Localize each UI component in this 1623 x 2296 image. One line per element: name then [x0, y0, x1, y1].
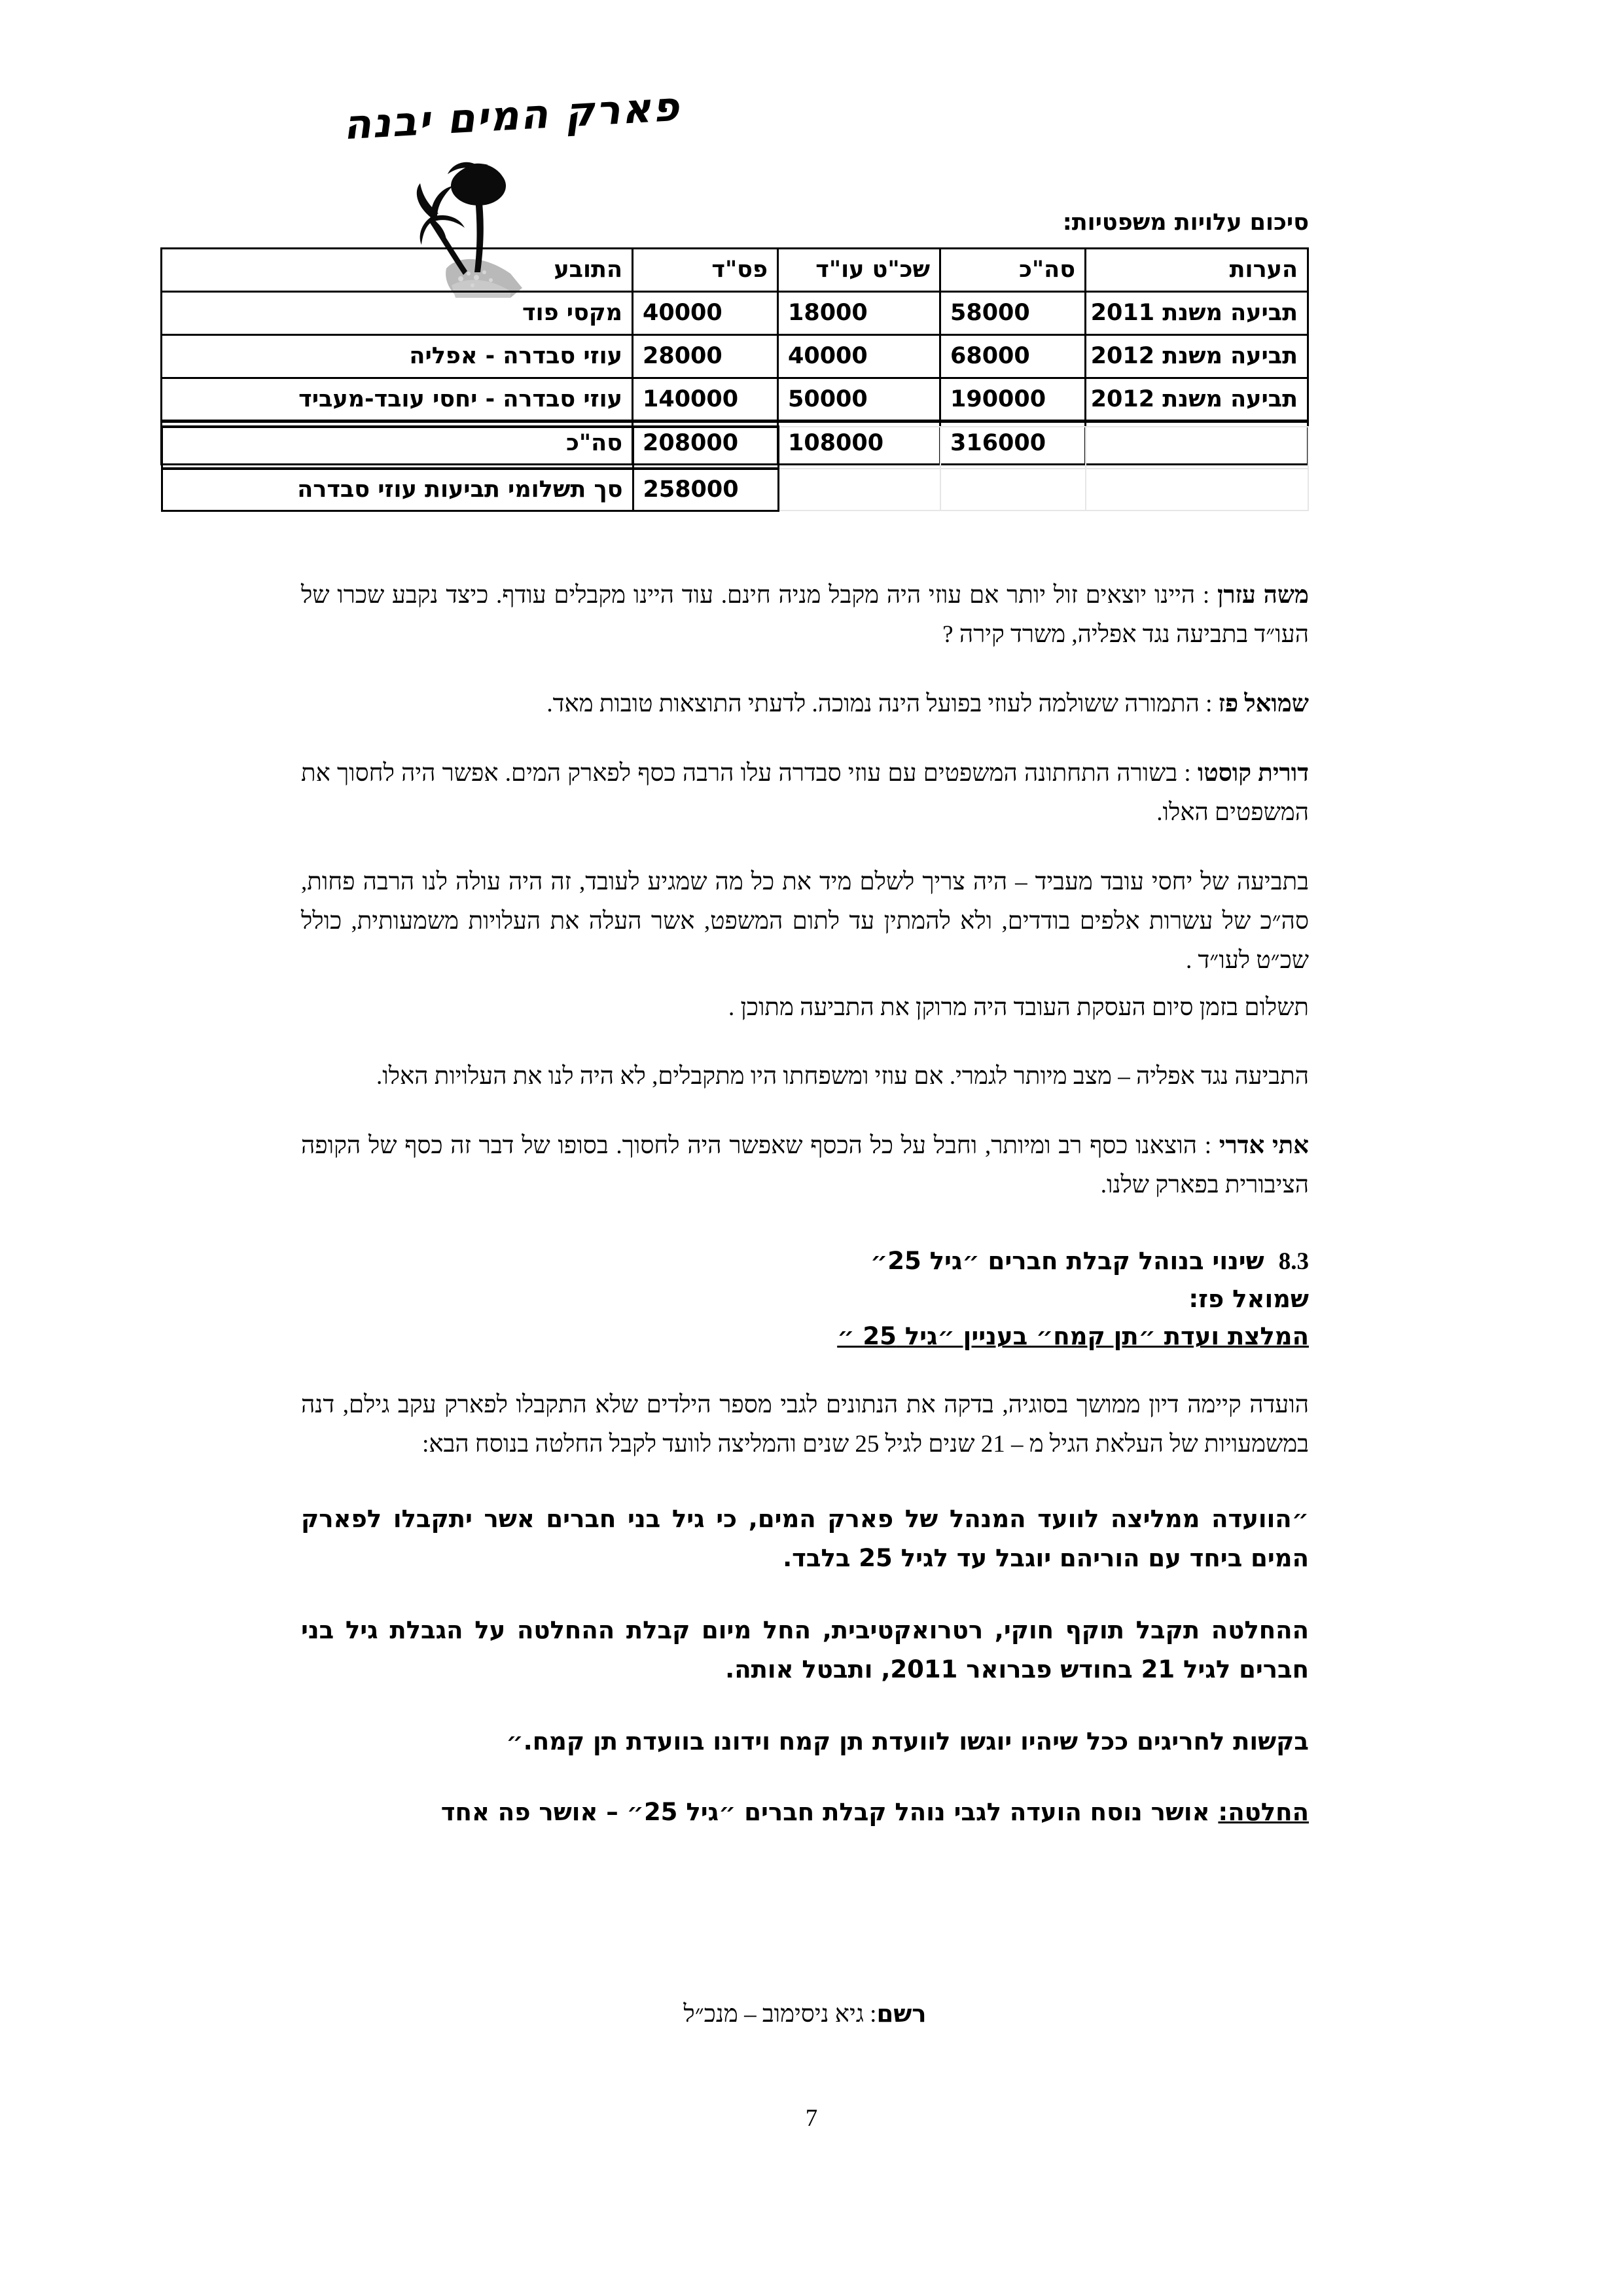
spacer-cell — [633, 427, 778, 469]
decision-text: אושר נוסח הועדה לגבי נוהל קבלת חברים ״גיל 25״ – אושר פה אחד — [440, 1797, 1219, 1826]
section-intro-paragraph: הועדה קיימה דיון ממושך בסוגיה, בדקה את הנתונים לגבי מספר הילדים שלא התקבלו לפארק עקב גילם, דנה במשמעויות של העלאת הגיל מ – 21 שנים לגיל 25 שנים והמליצה לוועד לקבל החלטה בנוסח הבא: — [301, 1391, 1309, 1458]
park-logo — [342, 72, 890, 268]
decision-label: החלטה: — [1218, 1797, 1309, 1826]
cell-plaintiff: עוזי סבדרה - יחסי עובד-מעביד — [162, 378, 633, 422]
speaker-name: אתי אדרי — [1219, 1132, 1309, 1160]
speaker-text: : הוצאנו כסף רב ומיותר, וחבל על כל הכסף שאפשר היה לחסוך. בסופו של דבר זה כסף של הקופה הציבורית בפארק שלנו. — [301, 1132, 1309, 1199]
spacer-cell — [1086, 427, 1308, 469]
discussion-paragraph: התביעה נגד אפליה – מצב מיותר לגמרי. אם עוזי ומשפחתו היו מתקבלים, לא היה לנו את העלויות האלו. — [376, 1063, 1309, 1090]
cell-notes: תביעה משנת 2011 — [1086, 292, 1308, 335]
spacer-cell — [778, 427, 940, 469]
spacer-row — [162, 427, 1308, 469]
total-lawyer-fees: 108000 — [778, 422, 940, 465]
cell-lawyer-fees: 40000 — [778, 335, 940, 378]
discussion-paragraph — [301, 1126, 1309, 1205]
speaker-text: : בשורה התחתונה המשפטים עם עוזי סבדרה עלו הרבה כסף לפארק המים. אפשר היה לחסוך את המשפטים האלו. — [301, 759, 1309, 826]
spacer-cell — [940, 469, 1086, 511]
payments-table-wrapper — [162, 425, 1309, 512]
discussion-paragraph: תשלום בזמן סיום העסקת העובד היה מרוקן את התביעה מתוכן . — [728, 994, 1309, 1021]
cell-total: 190000 — [940, 378, 1086, 422]
resolution-quote-1: ״הוועדה ממליצה לוועד המנהל של פארק המים, כי גיל בני חברים אשר יתקבלו לפארק המים ביחד עם הוריהם יוגבל עד לגיל 25 בלבד. — [301, 1505, 1309, 1573]
spacer-cell — [778, 469, 940, 511]
spacer-cell — [940, 427, 1086, 469]
table-row — [162, 378, 1308, 422]
cell-total: 68000 — [940, 335, 1086, 378]
recorder-line — [301, 2000, 1309, 2028]
legal-costs-title: סיכום עלויות משפטיות: — [1062, 209, 1309, 236]
spacer-cell — [162, 427, 633, 469]
cell-notes: תביעה משנת 2012 — [1086, 335, 1308, 378]
table-row — [162, 292, 1308, 335]
table-header-row — [162, 249, 1308, 292]
decision-line — [301, 1798, 1309, 1826]
section-number: 8.3 — [1278, 1248, 1309, 1276]
discussion-paragraph — [301, 576, 1309, 655]
cell-plaintiff: עוזי סבדרה - אפליה — [162, 335, 633, 378]
section-speaker: שמואל פז: — [1188, 1285, 1309, 1314]
cell-plaintiff: מקסי פוד — [162, 292, 633, 335]
meeting-minutes-body — [301, 576, 1309, 1826]
section-heading — [301, 1247, 1309, 1276]
payments-label: סך תשלומי תביעות עוזי סבדרה — [162, 469, 633, 511]
header-lawyer-fees: שכ"ט עו"ד — [778, 249, 940, 292]
cell-verdict: 28000 — [633, 335, 778, 378]
section-title: שינוי בנוהל קבלת חברים ״גיל 25״ — [870, 1247, 1264, 1276]
resolution-quote-2: ההחלטה תקבל תוקף חוקי, רטרואקטיבית, החל מיום קבלת ההחלטה על הגבלת גיל בני חברים לגיל 21 בחודש פברואר 2011, ותבטל אותה. — [301, 1616, 1309, 1683]
discussion-paragraph — [301, 754, 1309, 833]
cell-total: 58000 — [940, 292, 1086, 335]
speaker-name: דורית קוסטו — [1197, 759, 1309, 787]
committee-recommendation-title: המלצת ועדת ״תן קמח״ בעניין ״גיל 25 ״ — [837, 1322, 1309, 1351]
cell-verdict: 40000 — [633, 292, 778, 335]
discussion-paragraph: בתביעה של יחסי עובד מעביד – היה צריך לשלם מיד את כל מה שמגיע לעובד, זה היה עולה לנו הרבה פחות, סה״כ של עשרות אלפים בודדים, ולא להמתין עד לתום המשפט, אשר העלה את העלויות משמעותית, כולל שכ״ט לעו״ד . — [301, 868, 1309, 974]
header-plaintiff: התובע — [162, 249, 633, 292]
page-number: 7 — [805, 2105, 818, 2132]
payments-table — [161, 425, 1310, 512]
cell-verdict: 140000 — [633, 378, 778, 422]
recorder-value: : גיא ניסימוב – מנכ״ל — [683, 2001, 877, 2028]
header-notes: הערות — [1086, 249, 1308, 292]
payments-amount: 258000 — [633, 469, 778, 511]
total-label: סה"כ — [162, 422, 633, 465]
logo-brand-text: פארק המים יבנה — [342, 82, 682, 149]
discussion-paragraph — [301, 685, 1309, 724]
speaker-text: : היינו יוצאים זול יותר אם עוזי היה מקבל מניה חינם. עוד היינו מקבלים עודף. כיצד נקבע שכרו של העו״ד בתביעה נגד אפליה, משרד קירה ? — [301, 582, 1309, 648]
table-row — [162, 335, 1308, 378]
cell-lawyer-fees: 18000 — [778, 292, 940, 335]
total-verdict: 208000 — [633, 422, 778, 465]
cell-lawyer-fees: 50000 — [778, 378, 940, 422]
speaker-name: שמואל פז — [1218, 690, 1309, 717]
header-total: סה"כ — [940, 249, 1086, 292]
resolution-quote-3: בקשות לחריגים ככל שיהיו יוגשו לוועדת תן קמח וידונו בוועדת תן קמח.״ — [506, 1727, 1309, 1755]
payments-row — [162, 469, 1308, 511]
spacer-cell — [1086, 469, 1308, 511]
header-verdict: פס"ד — [633, 249, 778, 292]
cell-notes: תביעה משנת 2012 — [1086, 378, 1308, 422]
speaker-name: משה עזרן — [1217, 582, 1309, 609]
speaker-text: : התמורה ששולמה לעוזי בפועל הינה נמוכה. לדעתי התוצאות טובות מאד. — [546, 690, 1219, 717]
recorder-label: רשם — [876, 2000, 927, 2028]
total-total: 316000 — [940, 422, 1086, 465]
